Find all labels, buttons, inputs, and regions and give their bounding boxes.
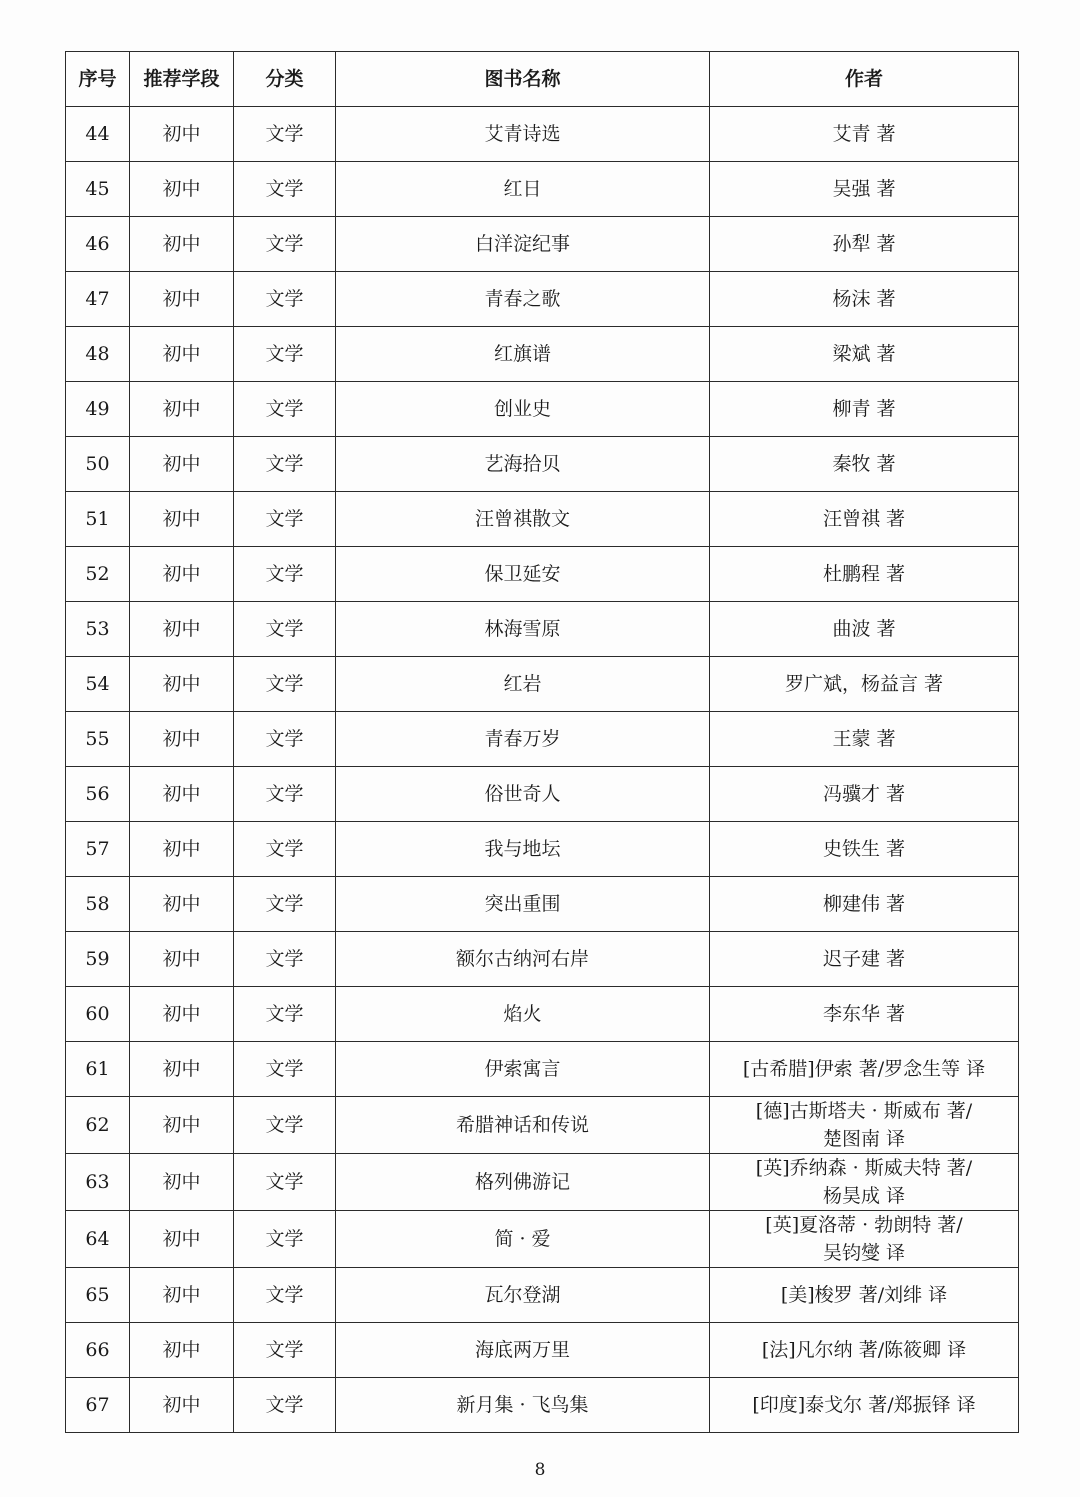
cell-stage: 初中 <box>130 877 234 932</box>
cell-title: 青春之歌 <box>336 272 710 327</box>
table-row <box>66 492 1019 547</box>
cell-title: 伊索寓言 <box>336 1042 710 1097</box>
cell-index: 57 <box>66 822 130 877</box>
cell-category: 文学 <box>234 1268 336 1323</box>
cell-stage: 初中 <box>130 712 234 767</box>
cell-index: 61 <box>66 1042 130 1097</box>
cell-author: 罗广斌，杨益言 著 <box>710 657 1019 712</box>
cell-category: 文学 <box>234 272 336 327</box>
table-row <box>66 107 1019 162</box>
cell-stage: 初中 <box>130 327 234 382</box>
cell-title: 红岩 <box>336 657 710 712</box>
cell-category: 文学 <box>234 547 336 602</box>
cell-author: [英]夏洛蒂 · 勃朗特 著/ 吴钧燮 译 <box>710 1211 1019 1268</box>
header-index: 序号 <box>66 52 130 107</box>
cell-author: 杜鹏程 著 <box>710 547 1019 602</box>
header-category: 分类 <box>234 52 336 107</box>
cell-category: 文学 <box>234 382 336 437</box>
cell-index: 55 <box>66 712 130 767</box>
table-row <box>66 162 1019 217</box>
cell-category: 文学 <box>234 712 336 767</box>
cell-category: 文学 <box>234 1323 336 1378</box>
cell-title: 林海雪原 <box>336 602 710 657</box>
table-row <box>66 767 1019 822</box>
table-header-row <box>66 52 1019 107</box>
table-row <box>66 217 1019 272</box>
cell-index: 44 <box>66 107 130 162</box>
cell-index: 50 <box>66 437 130 492</box>
cell-author: 李东华 著 <box>710 987 1019 1042</box>
cell-title: 我与地坛 <box>336 822 710 877</box>
cell-stage: 初中 <box>130 437 234 492</box>
cell-index: 45 <box>66 162 130 217</box>
cell-author: 孙犁 著 <box>710 217 1019 272</box>
table-row <box>66 547 1019 602</box>
table-row <box>66 437 1019 492</box>
cell-category: 文学 <box>234 877 336 932</box>
cell-author: [印度]泰戈尔 著/郑振铎 译 <box>710 1378 1019 1433</box>
cell-stage: 初中 <box>130 382 234 437</box>
cell-index: 60 <box>66 987 130 1042</box>
cell-author: 史铁生 著 <box>710 822 1019 877</box>
cell-stage: 初中 <box>130 1268 234 1323</box>
cell-category: 文学 <box>234 437 336 492</box>
cell-index: 65 <box>66 1268 130 1323</box>
cell-title: 格列佛游记 <box>336 1154 710 1211</box>
cell-category: 文学 <box>234 657 336 712</box>
cell-title: 青春万岁 <box>336 712 710 767</box>
cell-index: 52 <box>66 547 130 602</box>
cell-category: 文学 <box>234 107 336 162</box>
cell-title: 创业史 <box>336 382 710 437</box>
cell-category: 文学 <box>234 1042 336 1097</box>
cell-index: 63 <box>66 1154 130 1211</box>
table-row <box>66 1268 1019 1323</box>
cell-category: 文学 <box>234 932 336 987</box>
cell-category: 文学 <box>234 1154 336 1211</box>
header-title: 图书名称 <box>336 52 710 107</box>
cell-index: 48 <box>66 327 130 382</box>
table-row <box>66 1323 1019 1378</box>
cell-stage: 初中 <box>130 602 234 657</box>
table-body <box>66 107 1019 1433</box>
cell-stage: 初中 <box>130 1097 234 1154</box>
cell-category: 文学 <box>234 987 336 1042</box>
cell-stage: 初中 <box>130 1378 234 1433</box>
cell-title: 希腊神话和传说 <box>336 1097 710 1154</box>
table-row <box>66 602 1019 657</box>
cell-category: 文学 <box>234 822 336 877</box>
cell-title: 新月集 · 飞鸟集 <box>336 1378 710 1433</box>
cell-index: 67 <box>66 1378 130 1433</box>
table-row <box>66 1154 1019 1211</box>
cell-title: 瓦尔登湖 <box>336 1268 710 1323</box>
cell-stage: 初中 <box>130 657 234 712</box>
cell-stage: 初中 <box>130 1154 234 1211</box>
cell-index: 47 <box>66 272 130 327</box>
page-number: 8 <box>534 1460 546 1480</box>
cell-stage: 初中 <box>130 932 234 987</box>
cell-title: 俗世奇人 <box>336 767 710 822</box>
cell-title: 汪曾祺散文 <box>336 492 710 547</box>
cell-author: 迟子建 著 <box>710 932 1019 987</box>
cell-title: 红旗谱 <box>336 327 710 382</box>
table-row <box>66 1211 1019 1268</box>
cell-category: 文学 <box>234 1211 336 1268</box>
cell-stage: 初中 <box>130 272 234 327</box>
cell-stage: 初中 <box>130 987 234 1042</box>
cell-stage: 初中 <box>130 547 234 602</box>
table-row <box>66 822 1019 877</box>
cell-title: 保卫延安 <box>336 547 710 602</box>
cell-author: [古希腊]伊索 著/罗念生等 译 <box>710 1042 1019 1097</box>
cell-index: 51 <box>66 492 130 547</box>
table-row <box>66 382 1019 437</box>
cell-stage: 初中 <box>130 107 234 162</box>
cell-index: 59 <box>66 932 130 987</box>
cell-author: 柳建伟 著 <box>710 877 1019 932</box>
cell-author: 秦牧 著 <box>710 437 1019 492</box>
cell-index: 64 <box>66 1211 130 1268</box>
cell-index: 66 <box>66 1323 130 1378</box>
table-row <box>66 327 1019 382</box>
cell-author: [英]乔纳森 · 斯威夫特 著/ 杨昊成 译 <box>710 1154 1019 1211</box>
cell-author: 曲波 著 <box>710 602 1019 657</box>
table-row <box>66 1097 1019 1154</box>
table-row <box>66 932 1019 987</box>
cell-category: 文学 <box>234 217 336 272</box>
cell-category: 文学 <box>234 1378 336 1433</box>
table-row <box>66 987 1019 1042</box>
table-row <box>66 1378 1019 1433</box>
cell-stage: 初中 <box>130 822 234 877</box>
cell-author: [法]凡尔纳 著/陈筱卿 译 <box>710 1323 1019 1378</box>
cell-title: 额尔古纳河右岸 <box>336 932 710 987</box>
cell-author: [德]古斯塔夫 · 斯威布 著/ 楚图南 译 <box>710 1097 1019 1154</box>
cell-title: 艺海拾贝 <box>336 437 710 492</box>
cell-title: 突出重围 <box>336 877 710 932</box>
cell-stage: 初中 <box>130 767 234 822</box>
cell-author: 艾青 著 <box>710 107 1019 162</box>
cell-author: 梁斌 著 <box>710 327 1019 382</box>
cell-stage: 初中 <box>130 217 234 272</box>
cell-category: 文学 <box>234 492 336 547</box>
cell-author: 王蒙 著 <box>710 712 1019 767</box>
cell-index: 58 <box>66 877 130 932</box>
cell-category: 文学 <box>234 162 336 217</box>
cell-title: 艾青诗选 <box>336 107 710 162</box>
cell-title: 白洋淀纪事 <box>336 217 710 272</box>
cell-category: 文学 <box>234 602 336 657</box>
cell-stage: 初中 <box>130 492 234 547</box>
cell-index: 62 <box>66 1097 130 1154</box>
header-stage: 推荐学段 <box>130 52 234 107</box>
cell-title: 简 · 爱 <box>336 1211 710 1268</box>
cell-author: 冯骥才 著 <box>710 767 1019 822</box>
table-row <box>66 712 1019 767</box>
cell-title: 海底两万里 <box>336 1323 710 1378</box>
table-row <box>66 272 1019 327</box>
cell-author: 吴强 著 <box>710 162 1019 217</box>
cell-category: 文学 <box>234 767 336 822</box>
cell-category: 文学 <box>234 1097 336 1154</box>
cell-index: 56 <box>66 767 130 822</box>
cell-author: 杨沫 著 <box>710 272 1019 327</box>
cell-stage: 初中 <box>130 1323 234 1378</box>
cell-title: 红日 <box>336 162 710 217</box>
cell-author: 柳青 著 <box>710 382 1019 437</box>
cell-index: 46 <box>66 217 130 272</box>
header-author: 作者 <box>710 52 1019 107</box>
book-list-table <box>65 51 1019 1433</box>
cell-stage: 初中 <box>130 1211 234 1268</box>
table-row <box>66 1042 1019 1097</box>
cell-stage: 初中 <box>130 1042 234 1097</box>
cell-index: 54 <box>66 657 130 712</box>
cell-author: [美]梭罗 著/刘绯 译 <box>710 1268 1019 1323</box>
table-row <box>66 877 1019 932</box>
cell-title: 焰火 <box>336 987 710 1042</box>
cell-author: 汪曾祺 著 <box>710 492 1019 547</box>
table-row <box>66 657 1019 712</box>
cell-stage: 初中 <box>130 162 234 217</box>
cell-index: 53 <box>66 602 130 657</box>
cell-index: 49 <box>66 382 130 437</box>
cell-category: 文学 <box>234 327 336 382</box>
